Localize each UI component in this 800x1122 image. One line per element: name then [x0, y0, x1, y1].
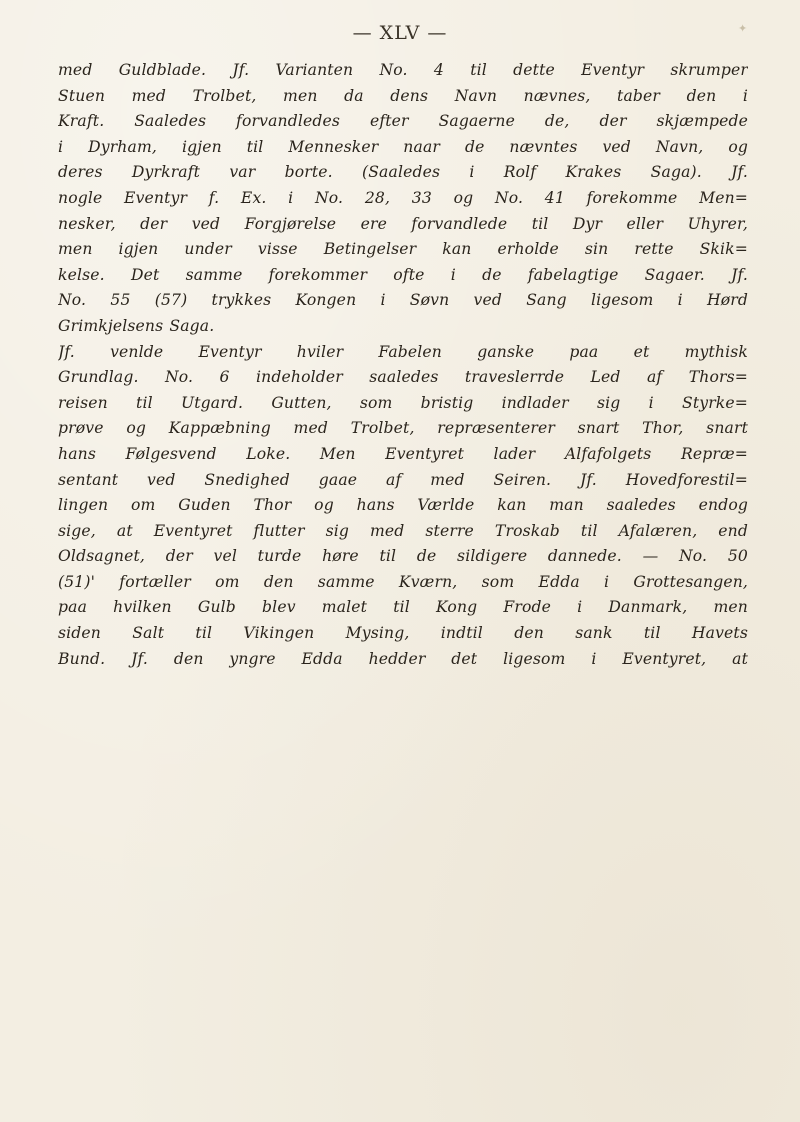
text-line: men igjen under visse Betingelser kan erholde sin rette Skik= [58, 240, 748, 259]
page-number-header: — XLV — [352, 22, 448, 44]
text-line: siden Salt til Vikingen Mysing, indtil den sank til Havets [58, 624, 748, 643]
text-line: Grimkjelsens Saga. [58, 316, 215, 335]
corner-mark-icon: ✦ [738, 22, 748, 35]
body-text [58, 58, 748, 672]
text-line: paa hvilken Gulb blev malet til Kong Frode i Danmark, men [58, 598, 748, 617]
text-line: Jf. venlde Eventyr hviler Fabelen ganske paa et mythisk [58, 342, 748, 361]
text-line: med Guldblade. Jf. Varianten No. 4 til dette Eventyr skrumper [58, 61, 748, 79]
text-line: (51)' fortæller om den samme Kværn, som Edda i Grottesangen, [58, 572, 748, 591]
text-line: sige, at Eventyret flutter sig med sterre Troskab til Afalæren, end [58, 521, 748, 540]
text-line: Bund. Jf. den yngre Edda hedder det ligesom i Eventyret, at [58, 649, 748, 668]
text-line: nogle Eventyr f. Ex. i No. 28, 33 og No. 41 forekomme Men= [58, 188, 748, 207]
text-line: hans Følgesvend Loke. Men Eventyret lader Alfafolgets Repræ= [58, 444, 748, 463]
text-line: reisen til Utgard. Gutten, som bristig indlader sig i Styrke= [58, 393, 748, 412]
text-line: Kraft. Saaledes forvandledes efter Sagaerne de, der skjæmpede [58, 112, 748, 131]
text-line: Oldsagnet, der vel turde høre til de sildigere dannede. — No. 50 [58, 547, 748, 566]
text-line: kelse. Det samme forekommer ofte i de fabelagtige Sagaer. Jf. [58, 265, 748, 284]
text-line: Grundlag. No. 6 indeholder saaledes traveslerrde Led af Thors= [58, 368, 748, 387]
text-line: Stuen med Trolbet, men da dens Navn nævnes, taber den i [58, 86, 748, 105]
text-line: nesker, der ved Forgjørelse ere forvandlede til Dyr eller Uhyrer, [58, 214, 748, 233]
text-line: prøve og Kappæbning med Trolbet, repræsenterer snart Thor, snart [58, 419, 748, 438]
text-line: i Dyrham, igjen til Mennesker naar de nævntes ved Navn, og [58, 137, 748, 156]
text-line: No. 55 (57) trykkes Kongen i Søvn ved Sang ligesom i Hørd [58, 291, 748, 310]
text-line: sentant ved Snedighed gaae af med Seiren. Jf. Hovedforestil= [58, 470, 748, 489]
text-line: lingen om Guden Thor og hans Værlde kan man saaledes endog [58, 496, 748, 515]
text-line: deres Dyrkraft var borte. (Saaledes i Rolf Krakes Saga). Jf. [58, 163, 748, 182]
